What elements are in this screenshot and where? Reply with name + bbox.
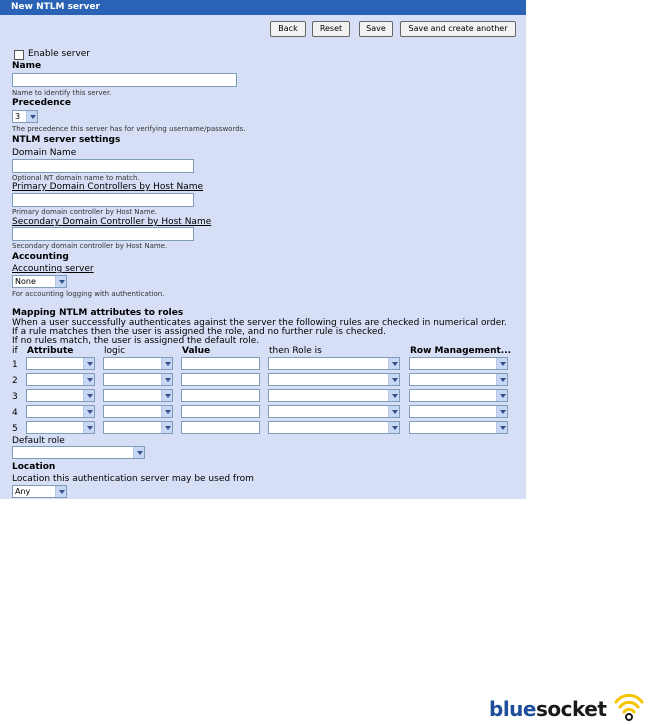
chevron-down-icon	[388, 406, 399, 417]
rule-role-select[interactable]	[268, 389, 400, 402]
rule-row-number: 1	[12, 360, 18, 370]
precedence-help: The precedence this server has for verifying username/passwords.	[12, 125, 246, 133]
rule-value-input[interactable]	[181, 405, 260, 418]
bluesocket-logo	[489, 697, 606, 721]
default-role-label: Default role	[12, 436, 65, 446]
rule-logic-select[interactable]	[103, 373, 173, 386]
chevron-down-icon	[161, 390, 172, 401]
col-logic-header: logic	[104, 346, 126, 356]
chevron-down-icon	[496, 422, 507, 433]
rule-role-select[interactable]	[268, 421, 400, 434]
chevron-down-icon	[161, 358, 172, 369]
chevron-down-icon	[388, 374, 399, 385]
rule-logic-select[interactable]	[103, 389, 173, 402]
accounting-heading: Accounting	[12, 252, 69, 262]
chevron-down-icon	[161, 422, 172, 433]
ntlm-settings-heading: NTLM server settings	[12, 135, 121, 145]
secondary-dc-label: Secondary Domain Controller by Host Name	[12, 217, 212, 227]
precedence-select[interactable]	[12, 110, 38, 123]
enable-server-label: Enable server	[28, 49, 91, 59]
name-label: Name	[12, 61, 42, 71]
chevron-down-icon	[496, 390, 507, 401]
rule-row-number: 3	[12, 392, 18, 402]
chevron-down-icon	[55, 486, 66, 497]
rule-row-number: 5	[12, 424, 18, 434]
mapping-heading: Mapping NTLM attributes to roles	[12, 308, 184, 318]
name-input[interactable]	[12, 73, 237, 87]
col-row-management-header: Row Management...	[410, 346, 512, 356]
rule-logic-select[interactable]	[103, 421, 173, 434]
rule-row-management-select[interactable]	[409, 373, 508, 386]
chevron-down-icon	[388, 390, 399, 401]
rule-attribute-select[interactable]	[26, 389, 95, 402]
rule-row-number: 4	[12, 408, 18, 418]
name-help: Name to identify this server.	[12, 89, 112, 97]
rule-value-input[interactable]	[181, 373, 260, 386]
secondary-dc-help: Secondary domain controller by Host Name.	[12, 242, 168, 250]
rule-role-select[interactable]	[268, 357, 400, 370]
rule-row-management-select[interactable]	[409, 389, 508, 402]
primary-dc-label: Primary Domain Controllers by Host Name	[12, 182, 204, 192]
rule-role-select[interactable]	[268, 405, 400, 418]
rule-row-management-select[interactable]	[409, 421, 508, 434]
rule-row-management-select[interactable]	[409, 405, 508, 418]
rule-logic-select[interactable]	[103, 357, 173, 370]
col-attribute-header: Attribute	[27, 346, 74, 356]
window-titlebar	[0, 0, 526, 15]
rule-row-number: 2	[12, 376, 18, 386]
chevron-down-icon	[83, 358, 94, 369]
chevron-down-icon	[26, 111, 37, 122]
col-role-header: then Role is	[269, 346, 322, 356]
mapping-description-1: When a user successfully authenticates against the server the following rules are checked in numerical order.	[12, 318, 507, 328]
accounting-server-value: None	[15, 277, 36, 286]
location-select[interactable]	[12, 485, 67, 498]
location-value: Any	[15, 487, 31, 496]
domain-name-label: Domain Name	[12, 148, 77, 158]
accounting-help: For accounting logging with authentication.	[12, 290, 165, 298]
location-heading: Location	[12, 462, 56, 472]
mapping-description-3: If no rules match, the user is assigned the default role.	[12, 336, 260, 346]
rule-logic-select[interactable]	[103, 405, 173, 418]
rule-row-management-select[interactable]	[409, 357, 508, 370]
chevron-down-icon	[83, 390, 94, 401]
secondary-dc-input[interactable]	[12, 227, 194, 241]
precedence-label: Precedence	[12, 98, 71, 108]
back-button[interactable]: Back	[270, 21, 306, 37]
save-and-create-another-button[interactable]: Save and create another	[400, 21, 516, 37]
chevron-down-icon	[133, 447, 144, 458]
rule-attribute-select[interactable]	[26, 421, 95, 434]
chevron-down-icon	[388, 358, 399, 369]
accounting-server-label: Accounting server	[12, 264, 94, 274]
precedence-value: 3	[15, 112, 21, 121]
enable-server-checkbox[interactable]	[14, 50, 24, 60]
chevron-down-icon	[496, 374, 507, 385]
wifi-signal-icon	[612, 688, 646, 722]
col-value-header: Value	[182, 346, 211, 356]
chevron-down-icon	[496, 406, 507, 417]
reset-button[interactable]: Reset	[312, 21, 350, 37]
logo-text-blue: blue	[489, 697, 536, 721]
chevron-down-icon	[83, 406, 94, 417]
primary-dc-help: Primary domain controller by Host Name.	[12, 208, 158, 216]
domain-name-input[interactable]	[12, 159, 194, 173]
rule-attribute-select[interactable]	[26, 357, 95, 370]
rule-value-input[interactable]	[181, 389, 260, 402]
chevron-down-icon	[161, 374, 172, 385]
default-role-select[interactable]	[12, 446, 145, 459]
rule-role-select[interactable]	[268, 373, 400, 386]
rule-value-input[interactable]	[181, 421, 260, 434]
col-if-header: if	[12, 346, 18, 356]
domain-name-help: Optional NT domain name to match.	[12, 174, 140, 182]
accounting-server-select[interactable]	[12, 275, 67, 288]
chevron-down-icon	[496, 358, 507, 369]
chevron-down-icon	[83, 374, 94, 385]
chevron-down-icon	[161, 406, 172, 417]
rule-value-input[interactable]	[181, 357, 260, 370]
primary-dc-input[interactable]	[12, 193, 194, 207]
window-title: New NTLM server	[11, 2, 100, 12]
chevron-down-icon	[55, 276, 66, 287]
rule-attribute-select[interactable]	[26, 405, 95, 418]
location-label: Location this authentication server may be used from	[12, 474, 254, 484]
save-button[interactable]: Save	[359, 21, 393, 37]
chevron-down-icon	[83, 422, 94, 433]
logo-text-socket: socket	[535, 697, 607, 721]
chevron-down-icon	[388, 422, 399, 433]
mapping-description-2: If a rule matches then the user is assigned the role, and no further rule is checked.	[12, 327, 387, 337]
rule-attribute-select[interactable]	[26, 373, 95, 386]
